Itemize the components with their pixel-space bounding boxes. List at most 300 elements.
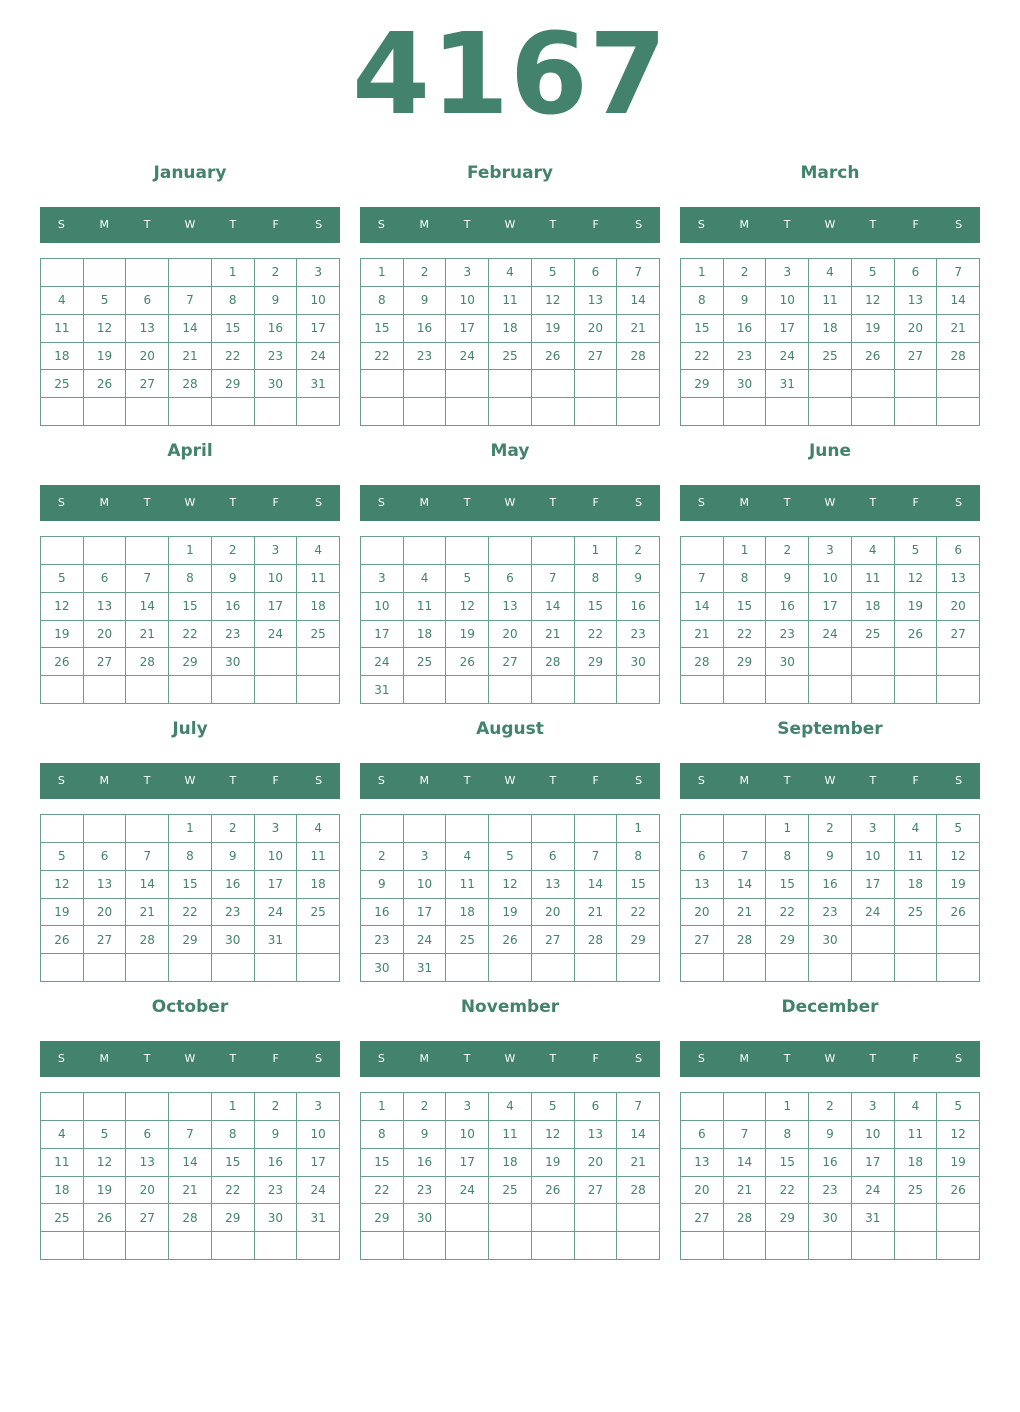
day-cell: 6 — [937, 537, 980, 565]
day-cell: 15 — [724, 593, 767, 621]
day-cell: 24 — [852, 899, 895, 927]
day-grid — [680, 814, 980, 982]
day-cell: 21 — [575, 899, 618, 927]
day-cell: 11 — [297, 565, 340, 593]
day-cell: 17 — [404, 899, 447, 927]
day-cell — [297, 926, 340, 954]
weekday-label: S — [635, 1052, 643, 1065]
weekday-label: S — [377, 1052, 385, 1065]
day-cell: 21 — [617, 1149, 660, 1177]
day-cell — [681, 815, 724, 843]
day-cell — [895, 926, 938, 954]
weekday-label: W — [824, 1052, 836, 1065]
day-cell — [724, 676, 767, 704]
day-cell — [126, 259, 169, 287]
day-cell: 4 — [41, 1121, 84, 1149]
day-cell: 24 — [852, 1177, 895, 1205]
day-cell: 17 — [852, 1149, 895, 1177]
day-cell — [489, 398, 532, 426]
day-cell — [895, 648, 938, 676]
day-cell: 8 — [617, 843, 660, 871]
day-cell — [297, 398, 340, 426]
day-cell — [255, 954, 298, 982]
day-cell — [169, 398, 212, 426]
day-cell: 9 — [809, 1121, 852, 1149]
day-cell: 2 — [404, 259, 447, 287]
day-cell: 15 — [169, 593, 212, 621]
month-name: August — [476, 719, 544, 739]
day-cell: 29 — [681, 370, 724, 398]
day-cell: 11 — [895, 843, 938, 871]
day-grid — [40, 258, 340, 426]
day-cell: 15 — [766, 871, 809, 899]
weekday-label: T — [549, 774, 557, 787]
day-cell: 22 — [724, 621, 767, 649]
day-cell: 1 — [575, 537, 618, 565]
day-cell: 26 — [41, 648, 84, 676]
day-cell — [446, 954, 489, 982]
day-cell: 26 — [532, 343, 575, 371]
weekday-label: F — [272, 218, 279, 231]
day-cell: 7 — [724, 1121, 767, 1149]
weekday-label: T — [869, 218, 877, 231]
day-cell: 27 — [126, 370, 169, 398]
weekday-label: T — [143, 1052, 151, 1065]
weekday-label: W — [824, 774, 836, 787]
day-cell: 11 — [852, 565, 895, 593]
day-cell — [532, 1232, 575, 1260]
day-cell: 31 — [297, 1204, 340, 1232]
weekday-label: F — [912, 496, 919, 509]
weekday-label: S — [315, 496, 323, 509]
weekday-header — [360, 485, 660, 521]
day-cell: 23 — [617, 621, 660, 649]
weekday-header — [680, 207, 980, 243]
day-cell: 24 — [809, 621, 852, 649]
day-cell: 1 — [766, 1093, 809, 1121]
day-cell — [84, 537, 127, 565]
day-cell: 11 — [446, 871, 489, 899]
day-cell — [126, 1093, 169, 1121]
day-cell: 18 — [809, 315, 852, 343]
day-cell — [84, 815, 127, 843]
day-cell: 11 — [297, 843, 340, 871]
day-cell: 19 — [41, 621, 84, 649]
day-cell: 25 — [489, 1177, 532, 1205]
weekday-label: M — [739, 1052, 750, 1065]
day-cell: 30 — [212, 926, 255, 954]
weekday-label: M — [419, 218, 430, 231]
day-cell: 6 — [84, 843, 127, 871]
day-cell: 23 — [212, 621, 255, 649]
month-name: January — [153, 163, 227, 183]
year-title: 4167 — [352, 10, 668, 140]
day-cell: 28 — [532, 648, 575, 676]
day-cell: 10 — [852, 1121, 895, 1149]
weekday-label: M — [99, 774, 110, 787]
day-cell — [212, 398, 255, 426]
day-cell: 10 — [297, 287, 340, 315]
day-cell: 19 — [84, 1177, 127, 1205]
day-cell — [212, 676, 255, 704]
day-cell: 9 — [809, 843, 852, 871]
day-cell: 28 — [169, 370, 212, 398]
month-name: October — [151, 997, 229, 1017]
day-cell — [681, 676, 724, 704]
day-cell: 25 — [895, 899, 938, 927]
day-cell: 14 — [724, 1149, 767, 1177]
weekday-label: T — [143, 218, 151, 231]
weekday-label: T — [783, 774, 791, 787]
day-cell: 19 — [489, 899, 532, 927]
day-cell: 30 — [255, 370, 298, 398]
day-cell: 30 — [809, 926, 852, 954]
day-cell: 16 — [255, 1149, 298, 1177]
day-cell: 6 — [126, 1121, 169, 1149]
day-cell — [852, 370, 895, 398]
day-cell: 16 — [361, 899, 404, 927]
day-cell: 8 — [766, 1121, 809, 1149]
day-cell: 17 — [297, 315, 340, 343]
day-cell: 16 — [404, 1149, 447, 1177]
day-cell: 14 — [532, 593, 575, 621]
day-cell: 23 — [766, 621, 809, 649]
day-cell: 27 — [575, 1177, 618, 1205]
day-cell: 22 — [361, 1177, 404, 1205]
day-cell — [617, 954, 660, 982]
day-cell: 2 — [809, 1093, 852, 1121]
day-cell: 9 — [404, 287, 447, 315]
day-cell: 15 — [361, 1149, 404, 1177]
day-cell — [84, 1093, 127, 1121]
weekday-label: T — [783, 218, 791, 231]
day-cell: 27 — [489, 648, 532, 676]
day-cell: 18 — [41, 343, 84, 371]
day-cell — [169, 1232, 212, 1260]
day-cell: 24 — [766, 343, 809, 371]
day-grid — [360, 536, 660, 704]
month-name: June — [808, 441, 852, 461]
day-cell: 5 — [895, 537, 938, 565]
day-cell: 27 — [681, 926, 724, 954]
day-cell: 5 — [41, 565, 84, 593]
day-cell — [809, 648, 852, 676]
day-cell — [84, 259, 127, 287]
day-cell — [169, 954, 212, 982]
weekday-label: T — [229, 218, 237, 231]
day-cell: 26 — [937, 1177, 980, 1205]
day-cell: 15 — [169, 871, 212, 899]
day-cell: 18 — [489, 1149, 532, 1177]
day-cell: 23 — [361, 926, 404, 954]
day-cell: 14 — [617, 287, 660, 315]
weekday-label: T — [229, 496, 237, 509]
day-cell: 19 — [895, 593, 938, 621]
weekday-label: W — [824, 496, 836, 509]
day-grid — [40, 536, 340, 704]
day-cell: 8 — [361, 1121, 404, 1149]
day-cell: 13 — [489, 593, 532, 621]
day-cell — [617, 1204, 660, 1232]
day-cell — [489, 676, 532, 704]
weekday-label: W — [184, 496, 196, 509]
day-cell: 15 — [212, 1149, 255, 1177]
day-cell: 26 — [532, 1177, 575, 1205]
day-cell: 23 — [404, 343, 447, 371]
day-cell — [532, 1204, 575, 1232]
month-april — [40, 433, 340, 711]
day-grid — [40, 814, 340, 982]
day-cell: 17 — [297, 1149, 340, 1177]
day-cell: 22 — [212, 343, 255, 371]
month-january — [40, 155, 340, 433]
day-cell — [766, 954, 809, 982]
day-cell: 10 — [766, 287, 809, 315]
day-cell: 22 — [681, 343, 724, 371]
day-cell — [169, 259, 212, 287]
day-cell: 23 — [809, 899, 852, 927]
day-cell — [489, 1204, 532, 1232]
day-cell: 4 — [404, 565, 447, 593]
day-cell — [297, 676, 340, 704]
day-cell — [617, 370, 660, 398]
weekday-header — [40, 207, 340, 243]
weekday-label: W — [824, 218, 836, 231]
day-cell: 31 — [404, 954, 447, 982]
day-cell: 3 — [766, 259, 809, 287]
day-cell: 29 — [766, 1204, 809, 1232]
day-cell: 19 — [937, 1149, 980, 1177]
weekday-label: W — [504, 774, 516, 787]
weekday-label: S — [315, 218, 323, 231]
weekday-label: T — [869, 496, 877, 509]
day-cell — [297, 1232, 340, 1260]
day-cell: 12 — [84, 1149, 127, 1177]
day-cell — [532, 537, 575, 565]
day-cell — [41, 398, 84, 426]
day-cell: 9 — [404, 1121, 447, 1149]
day-cell: 26 — [84, 370, 127, 398]
day-cell: 6 — [681, 1121, 724, 1149]
day-cell: 10 — [404, 871, 447, 899]
weekday-label: F — [272, 774, 279, 787]
weekday-label: S — [635, 496, 643, 509]
day-cell: 4 — [809, 259, 852, 287]
weekday-label: W — [504, 218, 516, 231]
day-cell: 27 — [937, 621, 980, 649]
day-cell: 25 — [446, 926, 489, 954]
day-cell: 27 — [84, 926, 127, 954]
day-cell: 1 — [724, 537, 767, 565]
day-cell: 18 — [404, 621, 447, 649]
day-cell: 12 — [937, 1121, 980, 1149]
day-cell — [724, 1232, 767, 1260]
day-cell: 31 — [297, 370, 340, 398]
day-cell: 15 — [766, 1149, 809, 1177]
day-cell: 25 — [297, 899, 340, 927]
weekday-label: T — [463, 218, 471, 231]
day-cell: 27 — [532, 926, 575, 954]
day-cell — [809, 1232, 852, 1260]
day-cell: 14 — [169, 315, 212, 343]
day-cell — [895, 398, 938, 426]
day-grid — [360, 814, 660, 982]
day-cell: 3 — [361, 565, 404, 593]
day-cell: 17 — [766, 315, 809, 343]
weekday-label: S — [315, 1052, 323, 1065]
weekday-label: W — [504, 1052, 516, 1065]
day-cell: 20 — [489, 621, 532, 649]
weekday-label: S — [955, 774, 963, 787]
day-cell: 14 — [126, 593, 169, 621]
day-cell: 1 — [212, 1093, 255, 1121]
day-cell: 25 — [41, 370, 84, 398]
weekday-label: S — [57, 1052, 65, 1065]
weekday-label: S — [697, 218, 705, 231]
day-cell: 28 — [126, 926, 169, 954]
day-cell: 11 — [41, 1149, 84, 1177]
day-cell — [404, 537, 447, 565]
day-cell: 9 — [617, 565, 660, 593]
weekday-label: S — [955, 218, 963, 231]
day-cell: 20 — [126, 343, 169, 371]
day-cell: 24 — [255, 899, 298, 927]
day-cell: 3 — [255, 537, 298, 565]
day-cell — [126, 1232, 169, 1260]
day-cell: 11 — [809, 287, 852, 315]
day-cell: 15 — [212, 315, 255, 343]
day-cell: 30 — [212, 648, 255, 676]
day-cell: 18 — [297, 593, 340, 621]
day-cell: 3 — [446, 259, 489, 287]
day-cell: 11 — [895, 1121, 938, 1149]
day-cell: 28 — [617, 1177, 660, 1205]
day-cell: 3 — [404, 843, 447, 871]
weekday-label: W — [184, 1052, 196, 1065]
day-cell: 20 — [937, 593, 980, 621]
day-cell: 12 — [84, 315, 127, 343]
weekday-label: T — [549, 1052, 557, 1065]
day-cell — [937, 1232, 980, 1260]
day-cell — [446, 398, 489, 426]
day-cell: 7 — [724, 843, 767, 871]
day-cell — [84, 676, 127, 704]
weekday-label: F — [592, 496, 599, 509]
weekday-header — [40, 485, 340, 521]
day-cell: 20 — [681, 1177, 724, 1205]
day-cell: 26 — [895, 621, 938, 649]
day-cell: 25 — [489, 343, 532, 371]
day-cell — [937, 398, 980, 426]
day-cell: 15 — [617, 871, 660, 899]
day-cell — [41, 954, 84, 982]
day-cell — [361, 815, 404, 843]
day-cell: 28 — [681, 648, 724, 676]
day-cell: 30 — [617, 648, 660, 676]
day-cell — [575, 1204, 618, 1232]
day-cell: 27 — [681, 1204, 724, 1232]
day-cell: 5 — [852, 259, 895, 287]
day-cell: 18 — [489, 315, 532, 343]
day-cell — [617, 1232, 660, 1260]
day-cell: 8 — [575, 565, 618, 593]
day-cell — [212, 954, 255, 982]
day-cell: 28 — [617, 343, 660, 371]
month-september — [680, 711, 980, 989]
day-cell: 8 — [169, 843, 212, 871]
day-cell: 8 — [169, 565, 212, 593]
day-cell — [489, 1232, 532, 1260]
day-cell: 21 — [617, 315, 660, 343]
day-cell: 25 — [297, 621, 340, 649]
day-cell — [446, 676, 489, 704]
day-cell: 5 — [41, 843, 84, 871]
day-cell: 19 — [852, 315, 895, 343]
day-cell — [404, 1232, 447, 1260]
month-december — [680, 989, 980, 1267]
day-cell: 5 — [532, 1093, 575, 1121]
day-cell: 5 — [84, 1121, 127, 1149]
day-cell — [41, 676, 84, 704]
day-cell: 9 — [255, 1121, 298, 1149]
day-cell: 12 — [41, 871, 84, 899]
day-grid — [360, 1092, 660, 1260]
day-cell: 24 — [297, 1177, 340, 1205]
weekday-label: M — [739, 496, 750, 509]
day-cell: 3 — [255, 815, 298, 843]
month-name: December — [781, 997, 879, 1017]
weekday-label: M — [99, 496, 110, 509]
weekday-label: F — [592, 774, 599, 787]
day-cell: 9 — [724, 287, 767, 315]
day-cell: 20 — [84, 621, 127, 649]
day-cell: 10 — [852, 843, 895, 871]
day-cell: 18 — [895, 871, 938, 899]
day-cell — [766, 1232, 809, 1260]
weekday-label: S — [697, 496, 705, 509]
day-cell: 2 — [212, 815, 255, 843]
day-cell: 29 — [212, 370, 255, 398]
weekday-header — [360, 207, 660, 243]
day-cell: 23 — [404, 1177, 447, 1205]
weekday-label: F — [912, 1052, 919, 1065]
day-cell: 1 — [212, 259, 255, 287]
weekday-label: F — [912, 218, 919, 231]
day-cell: 7 — [575, 843, 618, 871]
day-cell: 28 — [575, 926, 618, 954]
day-cell: 21 — [724, 1177, 767, 1205]
weekday-label: S — [57, 774, 65, 787]
day-cell: 23 — [724, 343, 767, 371]
day-cell — [895, 370, 938, 398]
day-cell: 4 — [297, 815, 340, 843]
day-cell: 8 — [766, 843, 809, 871]
weekday-label: T — [463, 774, 471, 787]
month-name: September — [777, 719, 883, 739]
day-cell: 17 — [446, 1149, 489, 1177]
day-cell: 31 — [852, 1204, 895, 1232]
day-cell — [724, 1093, 767, 1121]
day-cell: 2 — [617, 537, 660, 565]
day-cell: 15 — [361, 315, 404, 343]
day-cell: 23 — [809, 1177, 852, 1205]
day-grid — [40, 1092, 340, 1260]
day-cell: 24 — [297, 343, 340, 371]
day-cell — [852, 926, 895, 954]
weekday-label: T — [143, 496, 151, 509]
day-cell: 4 — [41, 287, 84, 315]
day-cell: 12 — [41, 593, 84, 621]
